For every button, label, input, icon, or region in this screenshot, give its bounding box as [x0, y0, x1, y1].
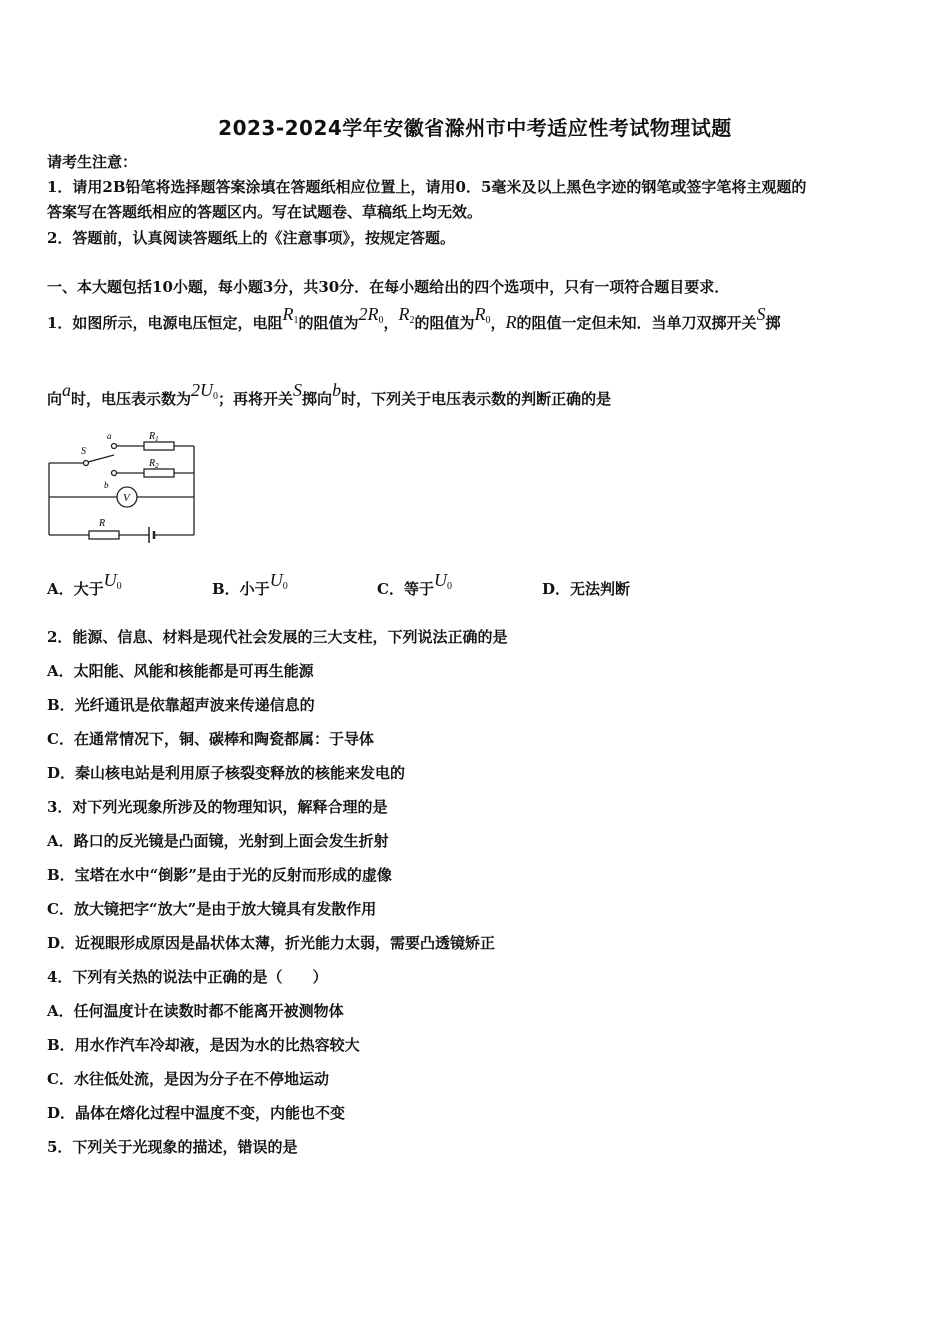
circuit-label-a: a — [107, 431, 112, 441]
circuit-label-b: b — [104, 480, 109, 490]
q1-option-a-text: A．大于 — [47, 580, 104, 598]
q1-option-a-letter: U — [103, 570, 117, 590]
resistor-r2 — [144, 469, 174, 477]
q4-option-c: C．水往低处流，是因为分子在不停地运动 — [47, 1070, 329, 1088]
circuit-label-r2-sub: 2 — [155, 462, 159, 470]
resistor-r1 — [144, 442, 174, 450]
circuit-label-r1-sub: 1 — [155, 435, 159, 443]
q1-2r0-symbol — [358, 304, 383, 324]
q1-option-b-sub: 0 — [282, 581, 288, 592]
q1-text: ， — [490, 314, 506, 332]
q3-option-a: A．路口的反光镜是凸面镜，光射到上面会发生折射 — [47, 832, 389, 850]
q1-option-b — [212, 570, 288, 600]
notice-heading: 请考生注意： — [47, 153, 138, 171]
q1-r1-symbol — [282, 304, 298, 324]
q1-option-d-text: D．无法判断 — [542, 580, 631, 598]
q1-text: 的阻值一定但未知．当单刀双掷开关 — [516, 314, 757, 332]
q1-r0-letter: R — [474, 304, 486, 324]
q2-option-d: D．秦山核电站是利用原子核裂变释放的核能来发电的 — [47, 764, 406, 782]
circuit-label-s: S — [81, 446, 86, 457]
q2-stem: 2．能源、信息、材料是现代社会发展的三大支柱，下列说法正确的是 — [47, 628, 508, 646]
q3-stem: 3．对下列光现象所涉及的物理知识，解释合理的是 — [47, 798, 388, 816]
q1-s-symbol: S — [756, 304, 766, 324]
circuit-label-v: V — [123, 492, 130, 504]
q1-r1-sub: 1 — [293, 315, 299, 326]
q4-option-a: A．任何温度计在读数时都不能离开被测物体 — [47, 1002, 344, 1020]
q1-text: ；再将开关 — [218, 390, 294, 408]
q2-option-b: B．光纤通讯是依靠超声波来传递信息的 — [47, 696, 315, 714]
q1-2r0-sub: 0 — [378, 315, 384, 326]
q1-2u0-symbol — [191, 380, 218, 400]
q1-r2-symbol — [398, 304, 414, 324]
q1-r1-letter: R — [282, 304, 294, 324]
circuit-label-r2 — [148, 458, 159, 470]
circuit-label-r1-letter: R — [149, 431, 156, 442]
q1-text: 掷 — [765, 314, 781, 332]
circuit-label-r2-letter: R — [149, 458, 156, 469]
q4-stem: 4．下列有关热的说法中正确的是（ ） — [47, 968, 328, 986]
q1-option-a-sub: 0 — [116, 581, 122, 592]
q1-a-symbol: a — [62, 380, 72, 400]
circuit-diagram — [44, 425, 204, 550]
q1-r2-letter: R — [398, 304, 410, 324]
q1-stem-line2 — [47, 380, 612, 415]
notice-item-2: 2．答题前，认真阅读答题纸上的《注意事项》，按规定答题。 — [47, 229, 455, 247]
q4-option-d: D．晶体在熔化过程中温度不变，内能也不变 — [47, 1104, 346, 1122]
section-heading: 一、本大题包括10小题，每小题3分，共30分．在每小题给出的四个选项中，只有一项符合题目要求． — [47, 278, 730, 296]
q1-option-b-symbol — [270, 570, 288, 590]
q1-option-c-letter: U — [433, 570, 447, 590]
q1-option-b-letter: U — [269, 570, 283, 590]
switch-blade — [88, 455, 114, 462]
q2-option-a: A．太阳能、风能和核能都是可再生能源 — [47, 662, 314, 680]
q1-option-d — [542, 578, 630, 599]
switch-pivot — [84, 461, 89, 466]
q1-text: 的阻值为 — [298, 314, 359, 332]
q2-option-c: C．在通常情况下，铜、碳棒和陶瓷都属：于导体 — [47, 730, 374, 748]
q4-option-b: B．用水作汽车冷却液，是因为水的比热容较大 — [47, 1036, 360, 1054]
q3-option-d: D．近视眼形成原因是晶状体太薄，折光能力太弱，需要凸透镜矫正 — [47, 934, 496, 952]
q1-text: 时，电压表示数为 — [71, 390, 192, 408]
q1-text: 的阻值为 — [414, 314, 475, 332]
q3-option-c: C．放大镜把字“放大”是由于放大镜具有发散作用 — [47, 900, 377, 918]
notice-item-1b: 答案写在答题纸相应的答题区内。写在试题卷、草稿纸上均无效。 — [47, 203, 483, 221]
q1-option-c-text: C．等于 — [377, 580, 434, 598]
circuit-label-r1 — [148, 431, 159, 443]
q1-s2-symbol: S — [293, 380, 303, 400]
q1-2u0-letter: 2U — [191, 380, 214, 400]
q5-stem: 5．下列关于光现象的描述，错误的是 — [47, 1138, 298, 1156]
q1-option-a — [47, 570, 122, 600]
page-title: 2023-2024学年安徽省滁州市中考适应性考试物理试题 — [218, 116, 732, 140]
q1-text: 向 — [47, 390, 63, 408]
q1-text: 时，下列关于电压表示数的判断正确的是 — [341, 390, 612, 408]
q1-option-c-sub: 0 — [446, 581, 452, 592]
q1-2r0-letter: 2R — [358, 304, 379, 324]
q1-option-a-symbol — [104, 570, 122, 590]
q1-r0-symbol — [475, 304, 491, 324]
resistor-r — [89, 531, 119, 539]
q1-text: ， — [383, 314, 399, 332]
q1-option-c — [377, 570, 452, 600]
notice-item-1a: 1．请用2B铅笔将选择题答案涂填在答题纸相应位置上，请用0．5毫米及以上黑色字迹的钢笔或签字笔将主观题的 — [47, 178, 807, 196]
q3-option-b: B．宝塔在水中“倒影”是由于光的反射而形成的虚像 — [47, 866, 392, 884]
q1-text: 掷向 — [302, 390, 333, 408]
q1-b-symbol: b — [332, 380, 342, 400]
circuit-label-r: R — [99, 518, 106, 529]
contact-a — [112, 444, 117, 449]
q1-text: 1．如图所示，电源电压恒定，电阻 — [47, 314, 283, 332]
q1-r2-sub: 2 — [409, 315, 415, 326]
q1-stem-line1 — [47, 304, 781, 339]
q1-2u0-sub: 0 — [213, 391, 219, 402]
q1-r-symbol: R — [505, 312, 517, 332]
q1-r0-sub: 0 — [485, 315, 491, 326]
q1-option-c-symbol — [434, 570, 452, 590]
contact-b — [112, 471, 117, 476]
q1-option-b-text: B．小于 — [212, 580, 270, 598]
